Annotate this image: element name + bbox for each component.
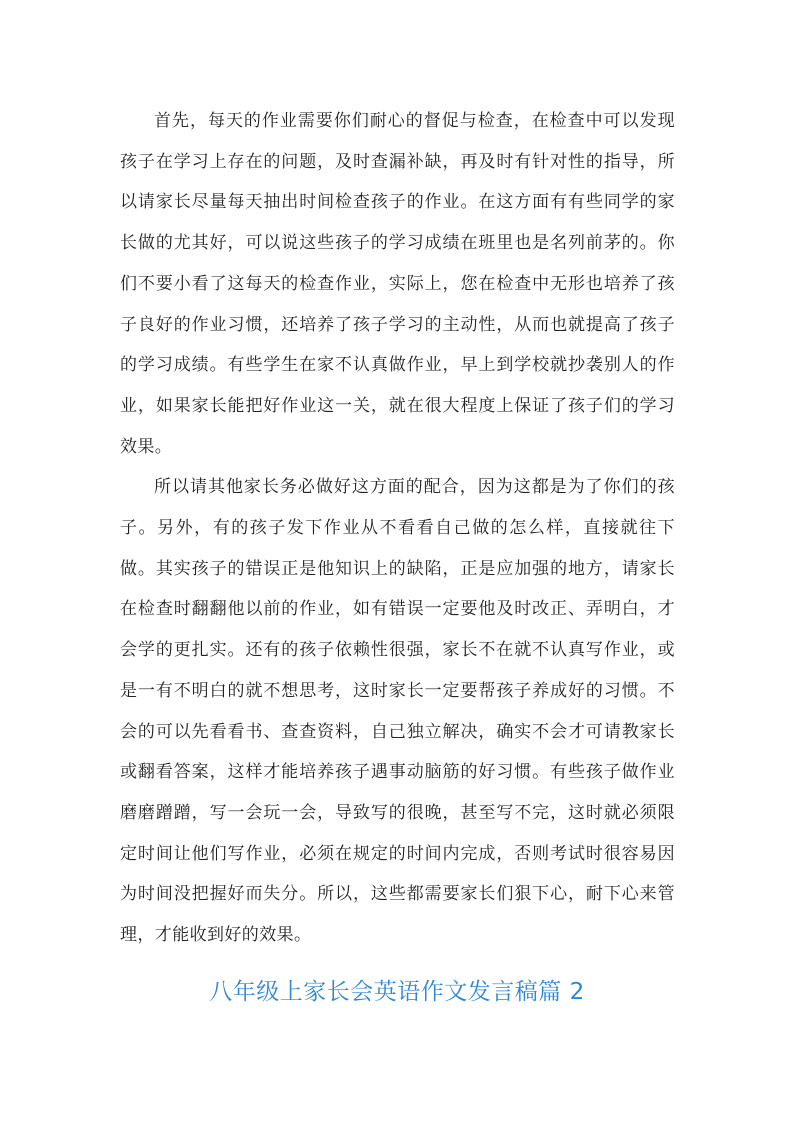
paragraph-homework-checking: 首先，每天的作业需要你们耐心的督促与检查，在检查中可以发现孩子在学习上存在的问题，及时查漏补缺，再及时有针对性的指导，所以请家长尽量每天抽出时间检查孩子的作业。在这方面有有些同学的家长做的尤其好，可以说这些孩子的学习成绩在班里也是名列前茅的。你们不要小看了这每天的检查作业，实际上，您在检查中无形也培养了孩子良好的作业习惯，还培养了孩子学习的主动性，从而也就提高了孩子的学习成绩。有些学生在家不认真做作业，早上到学校就抄袭别人的作业，如果家长能把好作业这一关，就在很大程度上保证了孩子们的学习效果。	[120, 111, 675, 457]
document-body	[120, 101, 675, 956]
section-heading: 八年级上家长会英语作文发言稿篇 2	[209, 979, 585, 1005]
paragraph-parent-cooperation: 所以请其他家长务必做好这方面的配合，因为这都是为了你们的孩子。另外，有的孩子发下作业从不看看自己做的怎么样，直接就往下做。其实孩子的错误正是他知识上的缺陷，正是应加强的地方，请家长在检查时翻翻他以前的作业，如有错误一定要他及时改正、弄明白，才会学的更扎实。还有的孩子依赖性很强，家长不在就不认真写作业，或是一有不明白的就不想思考，这时家长一定要帮孩子养成好的习惯。不会的可以先看看书、查查资料，自己独立解决，确实不会才可请教家长或翻看答案，这样才能培养孩子遇事动脑筋的好习惯。有些孩子做作业磨磨蹭蹭，写一会玩一会，导致写的很晚，甚至写不完，这时就必须限定时间让他们写作业，必须在规定的时间内完成，否则考试时很容易因为时间没把握好而失分。所以，这些都需要家长们狠下心，耐下心来管理，才能收到好的效果。	[120, 477, 675, 946]
